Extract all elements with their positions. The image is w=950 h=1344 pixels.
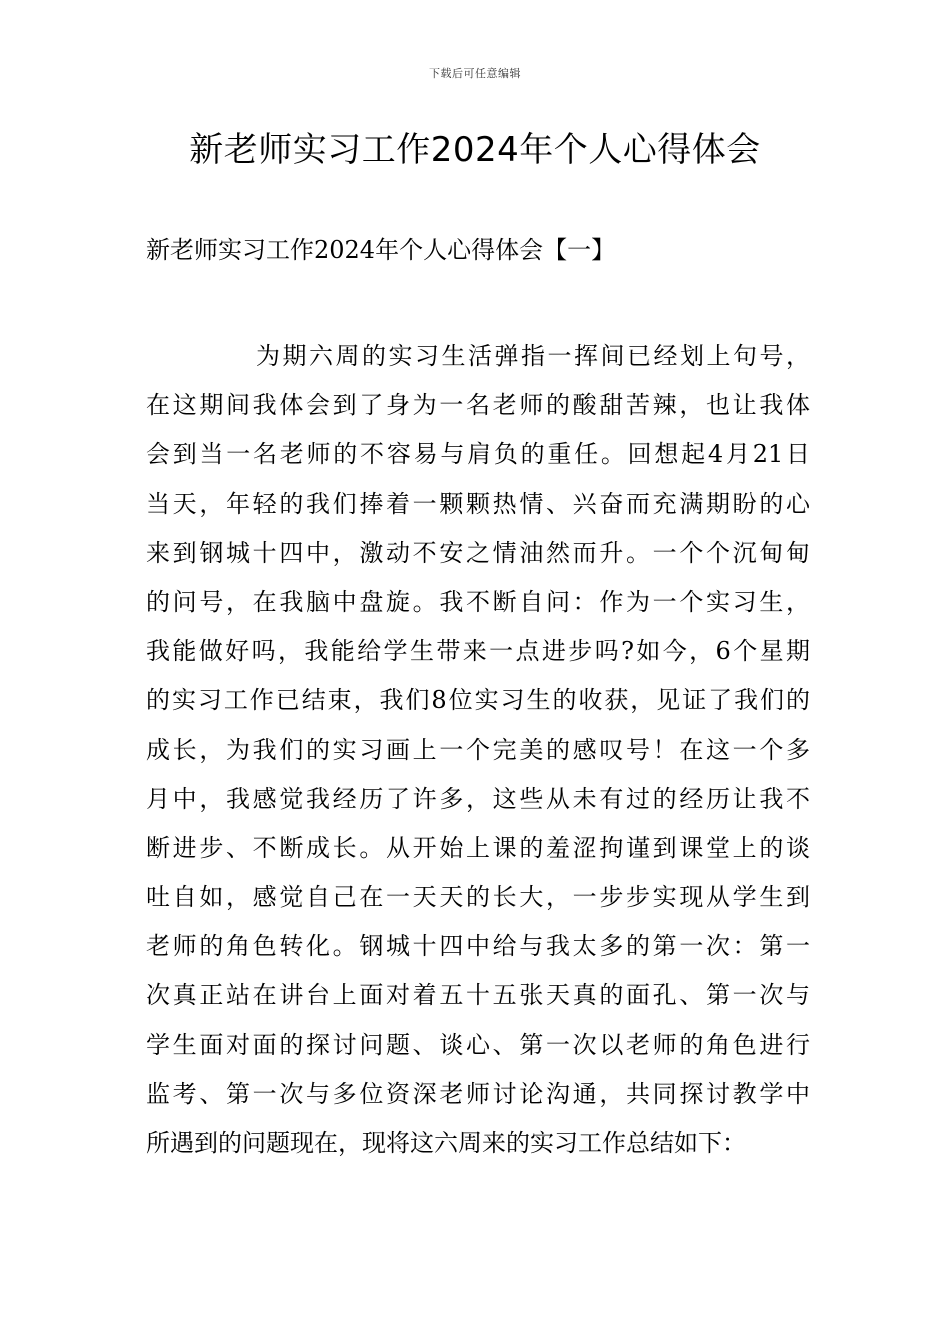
body-line: 次真正站在讲台上面对着五十五张天真的面孔、第一次与 bbox=[146, 981, 810, 1010]
body-paragraph bbox=[146, 332, 810, 1168]
body-line: 监考、第一次与多位资深老师讨论沟通，共同探讨教学中 bbox=[146, 1079, 810, 1108]
body-line: 的实习工作已结束，我们8位实习生的收获，见证了我们的 bbox=[146, 686, 810, 715]
body-line: 吐自如，感觉自己在一天天的长大，一步步实现从学生到 bbox=[146, 883, 810, 912]
body-line: 在这期间我体会到了身为一名老师的酸甜苦辣，也让我体 bbox=[146, 391, 810, 420]
body-line: 为期六周的实习生活弹指一挥间已经划上句号， bbox=[256, 342, 810, 370]
section-heading: 新老师实习工作2024年个人心得体会【一】 bbox=[146, 236, 616, 264]
body-line: 我能做好吗，我能给学生带来一点进步吗?如今，6个星期 bbox=[146, 637, 810, 666]
body-line: 来到钢城十四中，激动不安之情油然而升。一个个沉甸甸 bbox=[146, 538, 810, 567]
body-line: 所遇到的问题现在，现将这六周来的实习工作总结如下： bbox=[146, 1129, 746, 1157]
body-line: 断进步、不断成长。从开始上课的羞涩拘谨到课堂上的谈 bbox=[146, 833, 810, 862]
body-line: 的问号，在我脑中盘旋。我不断自问：作为一个实习生， bbox=[146, 587, 810, 616]
document-title: 新老师实习工作2024年个人心得体会 bbox=[189, 130, 761, 170]
body-line: 成长，为我们的实习画上一个完美的感叹号！在这一个多 bbox=[146, 735, 810, 764]
header-note: 下载后可任意编辑 bbox=[429, 67, 521, 80]
body-line: 会到当一名老师的不容易与肩负的重任。回想起4月21日 bbox=[146, 440, 810, 469]
body-line: 月中，我感觉我经历了许多，这些从未有过的经历让我不 bbox=[146, 784, 810, 813]
body-line: 当天，年轻的我们捧着一颗颗热情、兴奋而充满期盼的心 bbox=[146, 489, 810, 518]
body-line: 学生面对面的探讨问题、谈心、第一次以老师的角色进行 bbox=[146, 1030, 810, 1059]
body-line: 老师的角色转化。钢城十四中给与我太多的第一次：第一 bbox=[146, 932, 810, 961]
